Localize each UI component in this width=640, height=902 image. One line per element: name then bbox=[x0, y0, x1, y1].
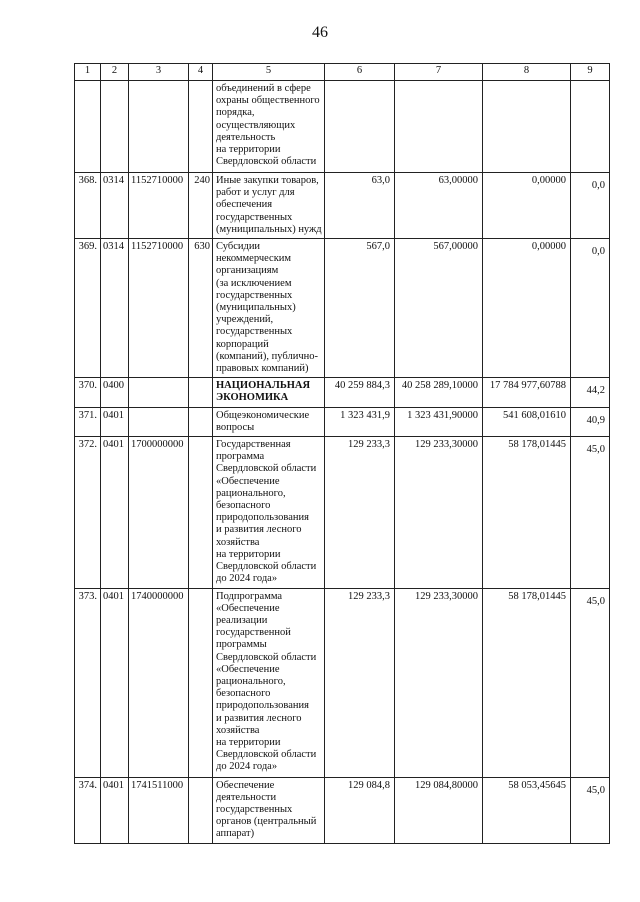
row-number-cell: 368. bbox=[75, 173, 101, 239]
item-name-cell: Государственная программа Свердловской области «Обеспечение рационального, безопасного природопользования и развития лесного хозяйства на территории Свердловской области до 2024 года» bbox=[213, 437, 325, 588]
page-number: 46 bbox=[312, 24, 328, 41]
target-article-cell: 1741511000 bbox=[129, 777, 189, 843]
header-row bbox=[75, 64, 610, 81]
row-number-cell bbox=[75, 81, 101, 173]
executed-amount-cell: 58 053,45645 bbox=[483, 777, 571, 843]
approved-amount-cell: 129 084,8 bbox=[325, 777, 395, 843]
target-article-cell: 1152710000 bbox=[129, 173, 189, 239]
column-header-6: 6 bbox=[325, 64, 395, 81]
column-header-8: 8 bbox=[483, 64, 571, 81]
expense-type-cell bbox=[189, 437, 213, 588]
column-header-5: 5 bbox=[213, 64, 325, 81]
column-header-1: 1 bbox=[75, 64, 101, 81]
executed-amount-cell: 58 178,01445 bbox=[483, 588, 571, 777]
executed-amount-cell: 17 784 977,60788 bbox=[483, 378, 571, 407]
row-number-cell: 372. bbox=[75, 437, 101, 588]
section-code-cell: 0314 bbox=[101, 173, 129, 239]
table-row bbox=[75, 173, 610, 239]
target-article-cell: 1700000000 bbox=[129, 437, 189, 588]
item-name-cell: Обеспечение деятельности государственных органов (центральный аппарат) bbox=[213, 777, 325, 843]
item-name-cell: Субсидии некоммерческим организациям (за исключением государственных (муниципальных) учреждений, государственных корпораций (компаний), публично- правовых компаний) bbox=[213, 239, 325, 378]
revised-amount-cell: 40 258 289,10000 bbox=[395, 378, 483, 407]
column-header-2: 2 bbox=[101, 64, 129, 81]
executed-amount-cell: 58 178,01445 bbox=[483, 437, 571, 588]
row-number-cell: 374. bbox=[75, 777, 101, 843]
target-article-cell bbox=[129, 407, 189, 436]
section-code-cell: 0400 bbox=[101, 378, 129, 407]
percent-executed-cell: 0,0 bbox=[571, 239, 610, 378]
item-name-cell: Общеэкономические вопросы bbox=[213, 407, 325, 436]
item-name-cell: НАЦИОНАЛЬНАЯ ЭКОНОМИКА bbox=[213, 378, 325, 407]
row-number-cell: 370. bbox=[75, 378, 101, 407]
section-code-cell: 0401 bbox=[101, 588, 129, 777]
expense-type-cell bbox=[189, 588, 213, 777]
row-number-cell: 371. bbox=[75, 407, 101, 436]
revised-amount-cell: 567,00000 bbox=[395, 239, 483, 378]
executed-amount-cell bbox=[483, 81, 571, 173]
percent-executed-cell: 0,0 bbox=[571, 173, 610, 239]
section-code-cell: 0314 bbox=[101, 239, 129, 378]
column-header-3: 3 bbox=[129, 64, 189, 81]
revised-amount-cell: 1 323 431,90000 bbox=[395, 407, 483, 436]
percent-executed-cell bbox=[571, 81, 610, 173]
percent-executed-cell: 40,9 bbox=[571, 407, 610, 436]
percent-executed-cell: 45,0 bbox=[571, 588, 610, 777]
column-header-9: 9 bbox=[571, 64, 610, 81]
table-row bbox=[75, 239, 610, 378]
revised-amount-cell: 129 084,80000 bbox=[395, 777, 483, 843]
revised-amount-cell: 63,00000 bbox=[395, 173, 483, 239]
budget-table bbox=[74, 63, 610, 844]
expense-type-cell bbox=[189, 81, 213, 173]
approved-amount-cell: 1 323 431,9 bbox=[325, 407, 395, 436]
section-code-cell: 0401 bbox=[101, 777, 129, 843]
section-code-cell bbox=[101, 81, 129, 173]
approved-amount-cell: 567,0 bbox=[325, 239, 395, 378]
approved-amount-cell: 40 259 884,3 bbox=[325, 378, 395, 407]
revised-amount-cell: 129 233,30000 bbox=[395, 437, 483, 588]
expense-type-cell: 240 bbox=[189, 173, 213, 239]
approved-amount-cell: 63,0 bbox=[325, 173, 395, 239]
section-code-cell: 0401 bbox=[101, 437, 129, 588]
percent-executed-cell: 44,2 bbox=[571, 378, 610, 407]
item-name-cell: Иные закупки товаров, работ и услуг для обеспечения государственных (муниципальных) нужд bbox=[213, 173, 325, 239]
column-header-4: 4 bbox=[189, 64, 213, 81]
table-row bbox=[75, 588, 610, 777]
executed-amount-cell: 0,00000 bbox=[483, 239, 571, 378]
row-number-cell: 369. bbox=[75, 239, 101, 378]
expense-type-cell: 630 bbox=[189, 239, 213, 378]
executed-amount-cell: 541 608,01610 bbox=[483, 407, 571, 436]
expense-type-cell bbox=[189, 378, 213, 407]
target-article-cell bbox=[129, 81, 189, 173]
expense-type-cell bbox=[189, 407, 213, 436]
table-row bbox=[75, 81, 610, 173]
table-row bbox=[75, 378, 610, 407]
target-article-cell: 1152710000 bbox=[129, 239, 189, 378]
revised-amount-cell: 129 233,30000 bbox=[395, 588, 483, 777]
executed-amount-cell: 0,00000 bbox=[483, 173, 571, 239]
column-header-7: 7 bbox=[395, 64, 483, 81]
approved-amount-cell: 129 233,3 bbox=[325, 437, 395, 588]
table-row bbox=[75, 437, 610, 588]
target-article-cell: 1740000000 bbox=[129, 588, 189, 777]
percent-executed-cell: 45,0 bbox=[571, 777, 610, 843]
table-row bbox=[75, 777, 610, 843]
table-row bbox=[75, 407, 610, 436]
revised-amount-cell bbox=[395, 81, 483, 173]
percent-executed-cell: 45,0 bbox=[571, 437, 610, 588]
item-name-cell: объединений в сфере охраны общественного порядка, осуществляющих деятельность на территории Свердловской области bbox=[213, 81, 325, 173]
approved-amount-cell bbox=[325, 81, 395, 173]
item-name-cell: Подпрограмма «Обеспечение реализации государственной программы Свердловской области «Обеспечение рационального, безопасного природопользования и развития лесного хозяйства на территории Свердловской области до 2024 года» bbox=[213, 588, 325, 777]
target-article-cell bbox=[129, 378, 189, 407]
approved-amount-cell: 129 233,3 bbox=[325, 588, 395, 777]
row-number-cell: 373. bbox=[75, 588, 101, 777]
expense-type-cell bbox=[189, 777, 213, 843]
section-code-cell: 0401 bbox=[101, 407, 129, 436]
